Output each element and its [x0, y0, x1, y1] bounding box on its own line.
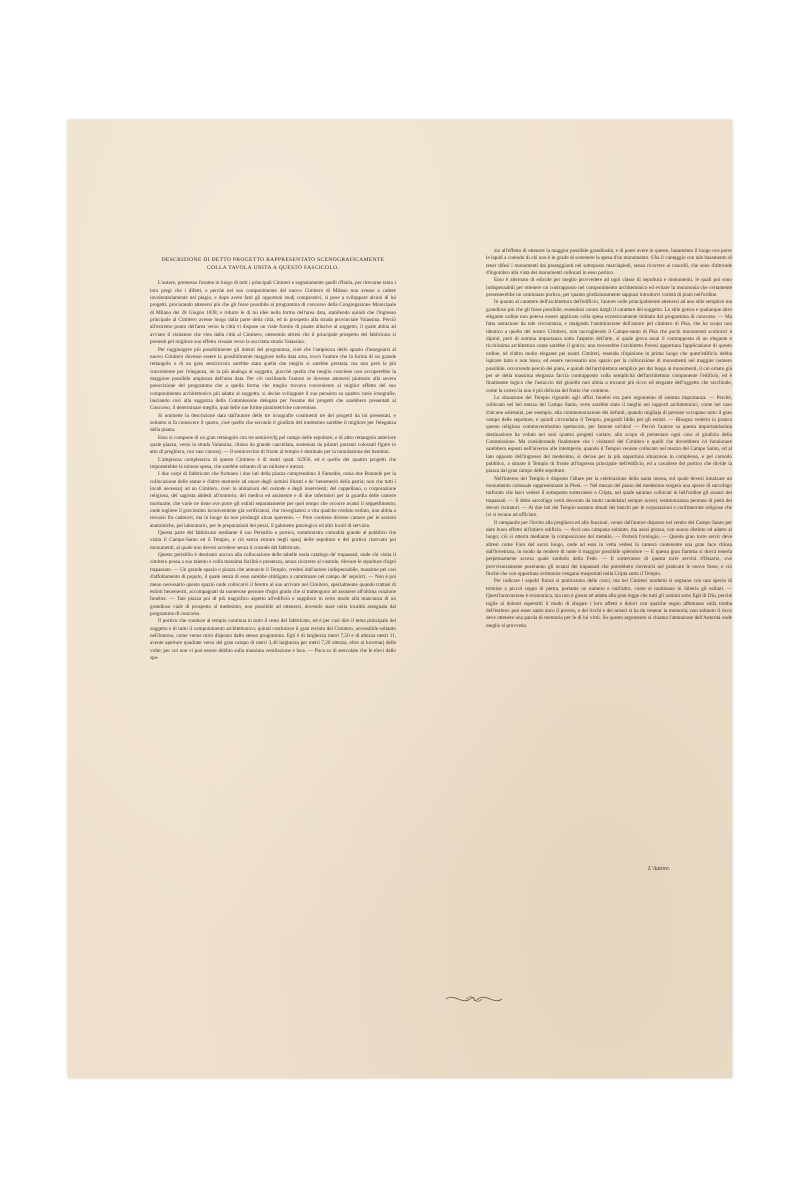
paragraph: Questa parte del fabbricato mediante il suo Peristilio o portico, somministra comodità grande al pubblico che visita il Campo-Santo ed il Tempio, e ciò senza entrare negli spazj delle sepolture e del portico riservato pei monumenti, al quale non devesi accedere senza il custode del fabbricato.: [150, 530, 396, 551]
left-column: [150, 256, 396, 892]
right-column: [486, 248, 732, 884]
paragraph: L'autore, premesso l'esame in luogo di tutti i principali Cimiteri e segnatamente quelli d'Italia, per ritevarne tanto i loro pregi che i difetti, e perchè nel suo componimento del nuovo Cimitero di Milano non avesse a cadere involontariamente nel plagio, e dopo avere fatti gli opportuni studj comparativi, si pose a sviluppare alcuni di lui progetti, procurando attenersi più che gli fosse possibile al programma di concorso della Congregazione Municipale di Milano del 28 Giugno 1838; e ridurre le di lui idee nella forma dell'area data, stabilendo quindi che l'ingresso principale al Cimitero avesse luogo dalla parte della città, ed in prospetto alla strada provinciale Valassina. Perciò all'estremo punto dell'area verso la città vi dispose un viale fornito di piante allusive al soggetto, il quale abbia ad avviare il visitatore che vien dalla città al Cimitero; ottenendo altresì che il principale prospetto del fabbricato si presenti pel migliore suo effetto visuale verso la succitata strada Valassina.: [150, 280, 396, 346]
flourish-ornament-icon: [444, 990, 504, 1008]
paragraph: Esso si compone di un gran rettangolo con tre semicerchj pel campo delle sepolture, e di altro rettangolo anteriore quale piazza, verso la strada Valassina, chiuso da grande cancellata, sostenuta da pilastri portanti colossali figure in atto di preghiera, con vasi cinerarj. — Il semicerchio di fronte al tempio è destinato per la tumulazione dei bambini.: [150, 434, 396, 456]
paragraph: Questo peristilio è destinato ancora alla collocazione delle tabelle ossia catalogo de' trapassati, onde chi visita il cimitero possa a suo talento e colla massima facilità e prestezza, senza ricorrere al custode, rilevare le sepolture d'ogni trapassato. — Un grande spazio o piazza che annuncie il Tempio, credesi dall'autore indispensabile, massime pei casi d'affollamento di popolo, il quale senza di esso sarebbe obbligato a camminare nel campo de' sepolcri. — Non è poi meno necessario questo spazio onde collocarvi il feretro al suo arrivare nel Cimitero, specialmente quando trattasi di estinti benemeriti, accompagnati da numerose persone d'ogni grado che si trattengono ad assistere all'ultima orazione funebre. — Tale piazza poi di più magnifico aspetto all'edificio e supplisce in certo modo alla mancanza di un grandioso viale di prospetto al medesimo, non possibile ad ottenersi, dovendo stare nella località assegnata dal programma di concorso.: [150, 552, 396, 617]
paragraph: Esso è alternato di edicole per meglio provvedere ad ogni classe di sepoltura e monumenti, le quali poi sono indispensabili per ottenere un contrapposto nel componimento architettonico ed evitare la monotonia che certamente presenterebbe un continuato portico, per quanto giudiziosamente sappiasi introdurvi varietà di piani nell'ordine.: [486, 277, 732, 299]
paragraph: Il portico che conduce al tempio continua in tutto il resto del fabbricato, ed è per così dire il tema principale del soggetto e di tutto il componimento architettonico; quindi costituisce il gran recinto del Cimitero, accessibile soltanto nell'interno, come venne miro disposto dallo stesso programma. Egli è di larghezza metri 7,50 e di altezza metri 11, avente aperture quadrate verso del gran campo di metri 3,40 larghezza per metri 7,20 altezza, oltre ai lucernarj delle volte; per cui non vi può essere dubbio sulla massima ventilazione e luce. — Poca su di stercolate che le elevi dallo spa-: [150, 618, 396, 661]
paragraph: Per indicare i sepolti finora si praticarono delle croci, ma nei Cimiteri moderni si segnano con una specie di termine o piccol ceppo di pietra, portante un numero e null'altro, come si nominano in Siberia gli esiliati. — Quest'innovazione è economica, ma non è giusta nè adatta alla gran legge che tutti gli uomini sono figli di Dio, perchè toglie ai dolenti superstiti il modo di sfogare i loro affetti e dolori con qualche segno affettuoso sulla tomba dell'estinto: può esser santo anco il povero, e dei ricchi e dei miseri si ha da venerar la memoria; non soltanto il ricco deve ottenere una parola di memoria per le di lui virtù. Su questo argomento si chiama l'attenzione dell'Autorità onde meglio si provveda.: [486, 578, 732, 629]
paragraph: Nell'interno del Tempio è disposto l'altare per la celebrazione della santa messa, sul quale devesi innalzare un monumento colossale rappresentante la Pietà. — Nel mezzo del piano del medesimo sorgerà una specie di sarcofago traforato che lasci vedere il sottoposto sotterraneo o Cripta, nel quale saranno collocati in bell'ordine gli avanzi dei trapassati. — Il detto sarcofago verrà decorato da molti candelabri sempre accesi, testimonianza perenne di pietà dei devoti visitatori. — Ai due lati del Tempio saranno situati dei banchi per le corporazioni e confraternite religiose che ivi si recano ad ufficiare.: [486, 475, 732, 519]
left-paragraphs: [150, 280, 396, 662]
paragraph: I due corpi di fabbricato che formano i due lati della piazza comprendono il Famedio, ossia due Rotonde per la collocazione delle statue e d'altre memorie ad onore degli uomini illustri e de' benemeriti della patria; non che tutti i locali necessarj ad un Cimitero, cioè: le abitazioni del custode e degli inservienti; del cappellano, o corporazione religiosa, del sagrista addetti all'oratorio; del medico ed assistente e di due infermieri per la guardia delle camere mortuarie, che varie ne tiene ove porre gli estinti separatamente per quel tempo che occorre avanti il seppellimento; onde togliere il gravissimo inconveniente già verificatosi, che risvegliatosi a vita qualche creduto estinto, non abbia a trovarsi fra cadaveri, ma in luogo da non produrgli alcun spavento. — Pure contiene diverse camere per le sezioni anatomiche, pel laboratorio, per le preparazioni dei pezzi, il gabinetto patologico ed altri locali di servizio.: [150, 471, 396, 529]
paragraph: Il campanile per l'invito alla preghiera ed alle funzioni, venne dall'autore disposto nel centro del Campo Santo per dare buon effetto all'intiero edificio. — Avrà una campana soltanto, ma assai grossa, con suono distinto ed adatto al luogo; ciò si otterrà mediante la composizione del metallo. — Porterà l'orologio. — Questa gran torre servir deve altresì come Faro del sacro luogo, onde ad essa in vetta vedesi la camera contenente una gran face chiusa dall'invetriata, in modo da rendere di notte il maggior possibile splendore — E questa gran fiamma si dovrà tenerla perpetuamente accesa quale simbolo della Fede. — Il sotterraneo di questa torre servirà d'Ossario, ove provvisoriamente poseranno gli avanzi dei trapassati che potrebbero rinvenirsi nel praticare le nuove fosse, e ciò finchè che con opportuna cerimonia vengano trasportati nella Cripta sotto il Tempio.: [486, 519, 732, 578]
signature: L'Autore.: [648, 866, 671, 872]
paragraph: zio all'effetto di ottenere la maggior possibile grandiosità, e di poter avere in questo, basamento il luogo ove porre le lapidi a comodo di chi non è in grado di sostenere la spesa d'un monumento. S'ha il vantaggio con tale basamento di tener difesi i monumenti dai passeggianti nel sottoposto marciapiedi, senza ricorrere ai cancelli, che sono d'altronde d'ingombro alla vista dei monumenti collocati in esso portico.: [486, 248, 732, 277]
document-heading: [150, 256, 396, 272]
heading-line-1: DESCRIZIONE DI DETTO PROGETTO RAPPRESENTATO SCENOGRAFICAMENTE: [161, 257, 385, 263]
paragraph: Per raggiungere più possibilmente gli intenti del programma, cioè che l'ampiezza dello spazio d'assegnarsi al nuovo Cimitero dovesse essere la possibilmente maggiore nella data area, trovò l'autore che la forma di un grande rettangolo o di un gran semicircolo sarebbe stata quella che meglio si sarebbe prestata, ma non però la più conveniente per l'eleganza, nè la più analoga al soggetto, giacchè quella che meglio conviene non occuperebbe la maggiore possibile ampiezza dell'area data. Per ciò oscillando l'autore se dovesse attenersi piuttosto alla severa prescrizione del programma che a quella forma che meglio trovava conveniente al miglior effetto del suo componimento architettonico più adatto al soggetto, si decise sviluppare il suo pensiero su quattro varie icnografie, lasciando così alla saggezza della Commissione delegata per l'esame dei progetti che sarebbero presentati al Concorso, il determinare meglio, qual delle sue forme planimetriche convenisse.: [150, 346, 396, 412]
heading-line-2: COLLA TAVOLA UNITA A QUESTO FASCICOLO.: [206, 265, 340, 272]
paragraph: In quanto al carattere dell'architettura dell'edificio, l'autore volle principalmente attenersi ad uno stile semplice ma grandioso più che gli fosse possibile, essendosi curato dargli il carattere del soggetto. Lo stile gotico e qualunque altro elegante ordine non poteva essere applicato colla spesa eccessivamente limitata dal programma di concorso. — Ma fatta astrazione da tale circostanza, e malgrado l'ammirazione dell'autore pel cimitero di Pisa, che ha scopo non identico a quello del nostro Cimitero, non raccogliendo il Campo-santo di Pisa che pochi monumenti scultorici e dipinti, però di somma importanza sotto l'aspetto dell'arte, si quale giova assai il contrapposto di un elegante e ricchissima architettura come sarebbe il gotico; non troverebbe l'architetto Pavesi opportuna l'applicazione di questo ordine, nè d'altro molto elegante pei nostri Cimiteri, essendo d'opinione in primo luogo che quest'edificio debba ispirare lutto e non lusso, ed essere necessario uno spazio per la collocazione di monumenti nel maggior numero possibile, occorrendo perciò dei piani, e quindi dell'architettura semplice per dar luogo ai monumenti, il cui ornato già per sè della massima eleganza faccia contrapposto colla semplicità dell'architettura componente l'edificio, ed è finalmente logico che l'astuccio del gioiello non abbia a trovarsi più ricco ed elegante dell'oggetto che racchiude, come la corteccia non è più delicata del frutto che contiene.: [486, 299, 732, 394]
paragraph: L'ampiezza complessiva di questo Cimitero è di metri quad. 62956, ed è quello dei quattro progetti che importerebbe la minore spesa, che sarebbe soltanto di un milione e mezzo.: [150, 456, 396, 470]
right-paragraphs: [486, 248, 732, 630]
paragraph: La situazione del Tempio riguardo agli uffici funebri era pure argomento di somma importanza. — Perchè, collocato nel bel mezzo del Campo Santo, certo sarebbe stato il meglio nei rapporti architettonici, come nel caso d'alcune solennità, per esempio, alla commemorazione dei defunti, quando migliaja di persone occupano tutto il gran campo delle sepolture, e quindi circondano il Tempio, pregandi Iddio per gli estinti. — Bisogna vederlo in pratica questo religioso commoventissimo spettacolo, per farsene un'idea! — Perciò l'autore su questa importantissima destinazione ha voluto nei suoi quattro progetti variare, allo scopo di presentare ogni caso al giudizio della Commissione. Ma considerando finalmente che i visitatori del Cimitero e quelli che dovrebbero ivi funzionare sarebbero esposti nell'inverno alle intemperie, quando il Tempio venisse collocato nel mezzo del Campo Santo, od al lato opposto dell'ingresso del medesimo, si decise per la più opportuna situazione in complesso, e pel comodo pubblico, a situare il Tempio di fronte all'ingresso principale dell'edificio, ed a cavaliere del portico che divide la piazza dal gran campo delle sepolture.: [486, 394, 732, 475]
document-page: [68, 120, 732, 1078]
paragraph: Si ommette la descrizione data dall'autore delle tre icnografie costituenti tre dei progetti da lui presentati, e soltanto si fa conoscere il quarto, cioè quello che secondo il giudizio del medesimo sarebbe il migliore per l'eleganza della pianta.: [150, 412, 396, 434]
